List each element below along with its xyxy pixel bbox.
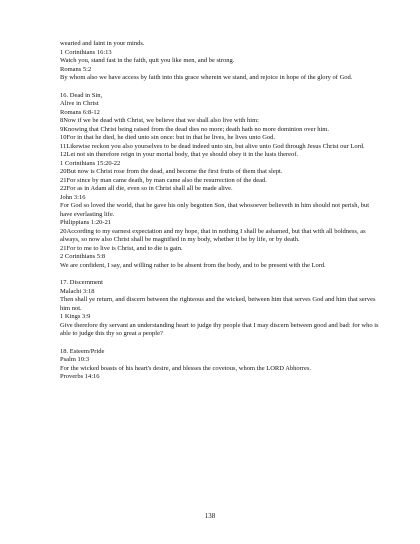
text-line: 9Knowing that Christ being raised from the dead dies no more; death hath no more dominion over him. — [60, 125, 329, 133]
text-line: 18. Esteem/Pride — [60, 347, 105, 355]
text-line: 21For since by man came death, by man came also the resurrection of the dead. — [60, 176, 267, 184]
section-gap — [60, 83, 380, 92]
section-gap — [60, 270, 380, 279]
text-line: Romans 5:2 — [60, 65, 92, 73]
text-line: By whom also we have access by faith into this grace wherein we stand, and rejoice in hope of the glory of God. — [60, 74, 353, 81]
section-gap — [60, 339, 380, 348]
text-line: Romans 6:8-12 — [60, 108, 100, 116]
text-line: For God so loved the world, that he gave his only begotten Son, that whosoever believeth in him should not perish, but have everlasting life. — [60, 202, 370, 218]
text-line: Alive in Christ — [60, 100, 99, 107]
text-block — [60, 348, 380, 382]
text-block — [60, 40, 380, 83]
text-block — [60, 279, 380, 339]
text-line: We are confident, I say, and willing rather to be absent from the body, and to be present with the Lord. — [60, 261, 326, 269]
text-line: 20But now is Christ rose from the dead, and become the first fruits of them that slept. — [60, 168, 283, 175]
text-line: 21For to me to live is Christ, and to die is gain. — [60, 244, 183, 252]
text-line: John 3:16 — [60, 193, 86, 201]
text-line: 16. Dead in Sin, — [60, 91, 103, 99]
page-number: 138 — [204, 512, 216, 520]
text-line: 2 Corinthians 5:8 — [60, 253, 106, 260]
text-line: 1 Kings 3:9 — [60, 313, 91, 320]
text-line: wearied and faint in your minds. — [60, 40, 145, 47]
text-line: 17. Discernment — [60, 279, 103, 286]
text-line: 11Likewise reckon you also yourselves to be dead indeed unto sin, but alive unto God through Jesus Christ our Lord. — [60, 142, 365, 150]
text-line: Philippians 1:20-21 — [60, 219, 112, 226]
text-line: For the wicked boasts of his heart's desire, and blesses the covetous, whom the LORD Abhorres. — [60, 364, 312, 372]
text-line: 1 Corinthians 16:13 — [60, 48, 112, 56]
text-line: 10For in that he died, he died unto sin once: but in that he lives, he lives unto God. — [60, 134, 276, 141]
text-line: Give therefore thy servant an understanding heart to judge thy people that I may discern between good and bad: for who is able to judge this thy so great a people? — [60, 321, 379, 337]
text-line: 1 Corinthians 15:20-22 — [60, 159, 121, 167]
text-line: Proverbs 14:16 — [60, 373, 100, 380]
text-line: 22For as in Adam all die, even so in Christ shall all be made alive. — [60, 185, 233, 192]
text-line: Malachi 3:18 — [60, 287, 95, 295]
text-line: Watch you, stand fast in the faith, quit you like men, and be strong. — [60, 57, 235, 64]
text-line: Psalm 10:3 — [60, 356, 90, 363]
text-line: Then shall ye return, and discern between the righteous and the wicked, between him that serves God and him that serves him not. — [60, 296, 376, 312]
text-line: 12Let not sin therefore reign in your mortal body, that ye should obey it in the lusts thereof. — [60, 151, 299, 158]
text-line: 20According to my earnest expectation and my hope, that in nothing I shall be ashamed, but that with all boldness, as always, so now also Christ shall be magnified in my body, whether it be by life, or by death. — [60, 227, 366, 243]
text-line: 8Now if we be dead with Christ, we believe that we shall also live with him: — [60, 117, 259, 124]
text-block — [60, 92, 380, 271]
page-body — [60, 40, 380, 382]
